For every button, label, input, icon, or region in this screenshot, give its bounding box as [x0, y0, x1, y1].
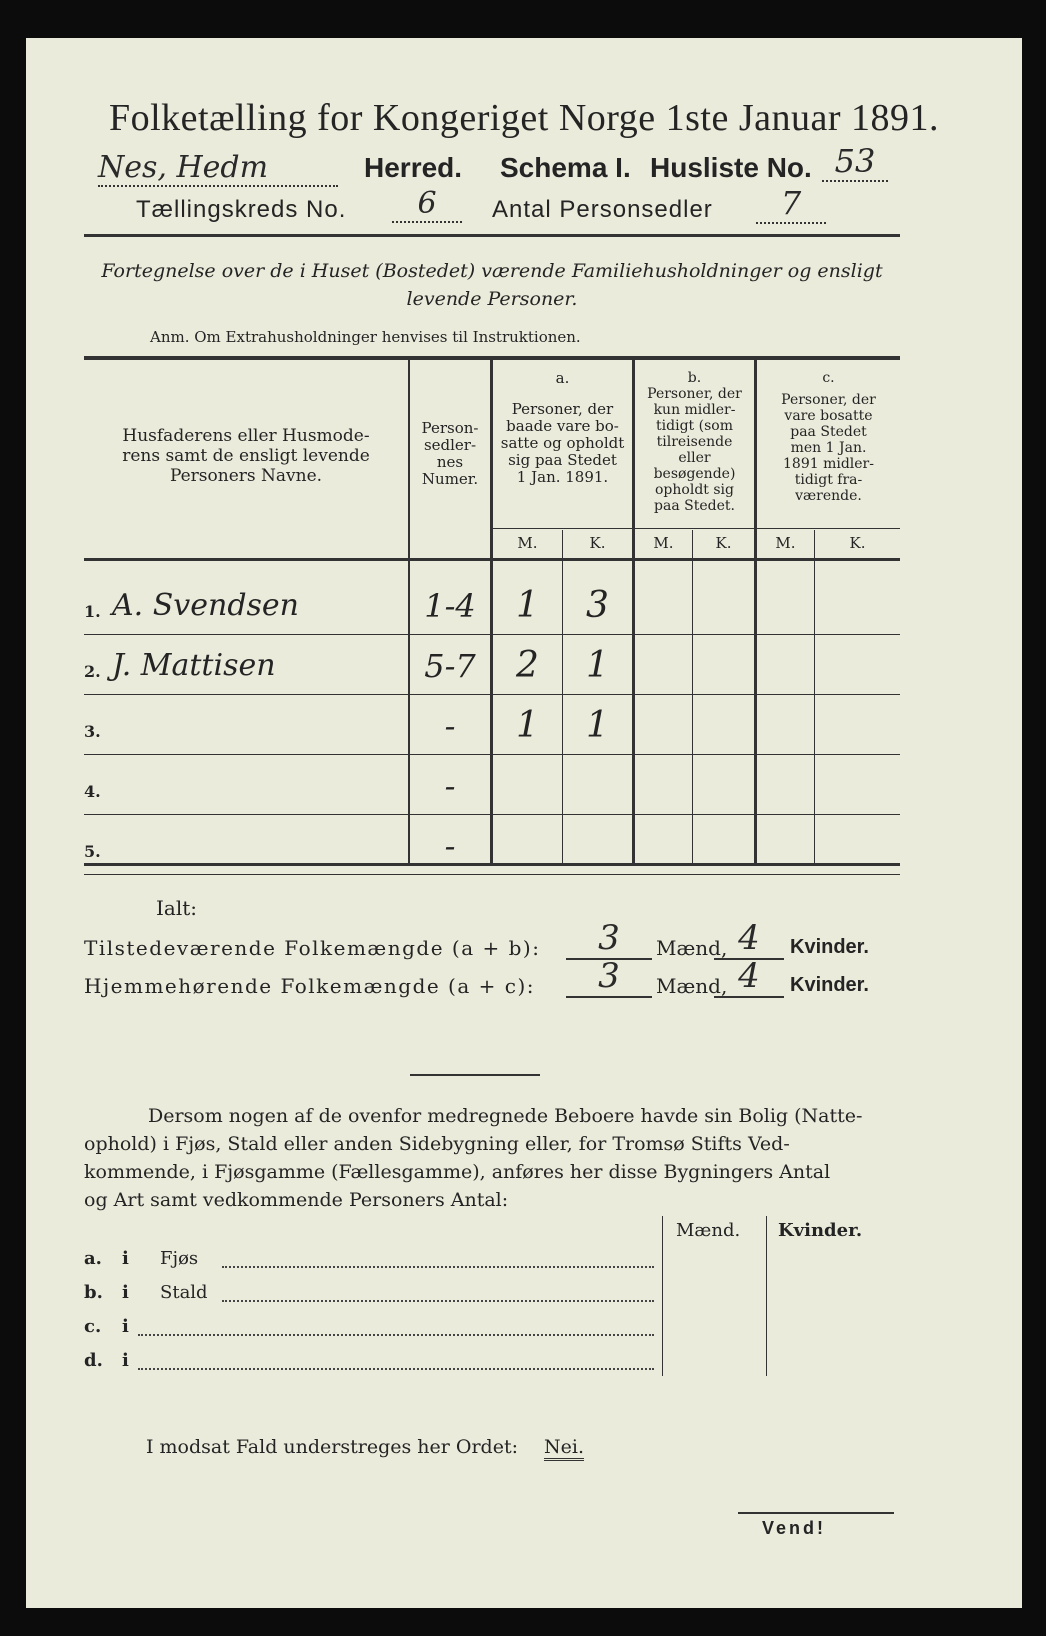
col-b-line: besøgende): [653, 466, 736, 482]
col-b-line: opholdt sig: [655, 482, 734, 498]
row-cell-cM: [757, 696, 814, 756]
building-row-dots: [138, 1334, 654, 1336]
col-num-line: sedler-: [423, 436, 477, 454]
row-cell-cK: [815, 756, 900, 816]
tilstede-kvinder: 4: [714, 918, 784, 960]
col-num-line: nes: [436, 453, 464, 471]
row-cell-bM: [635, 636, 692, 696]
row-name: [106, 756, 408, 816]
form-title: Folketælling for Kongeriget Norge 1ste Januar 1891.: [108, 97, 940, 139]
c-m-label: M.: [775, 534, 796, 552]
row-name: J. Mattisen: [112, 648, 276, 683]
hjemme-kvinder-label: Kvinder.: [790, 974, 869, 996]
buildings-vline-2: [766, 1216, 767, 1376]
row-cell-cK: [815, 816, 900, 876]
herred-value: Nes, Hedm: [98, 150, 338, 187]
row-cell-bK: [693, 816, 754, 876]
kvinder-head: Kvinder.: [778, 1220, 863, 1241]
nei-word: Nei.: [544, 1436, 584, 1461]
col-name-line: Husfaderens eller Husmode-: [122, 426, 370, 446]
para-line: ophold) i Fjøs, Stald eller anden Sidebygning eller, for Tromsø Stifts Ved-: [84, 1133, 790, 1155]
building-row-label: Fjøs: [160, 1248, 199, 1269]
col-a-line: 1 Jan. 1891.: [516, 468, 609, 486]
nei-text: I modsat Fald understreges her Ordet:: [146, 1436, 518, 1458]
col-a-line: Personer, der: [511, 400, 614, 418]
subtitle-line1: Fortegnelse over de i Huset (Bostedet) værende Familiehusholdninger og ensligt: [101, 260, 883, 282]
col-a-line: sig paa Stedet: [508, 451, 617, 469]
tilstede-maend: 3: [566, 918, 652, 960]
building-row-i: i: [122, 1282, 129, 1303]
herred-label: Herred.: [364, 152, 463, 183]
tilstede-label: Tilstedeværende Folkemængde (a + b):: [84, 936, 541, 960]
husliste-value: 53: [822, 142, 888, 182]
col-c-line: men 1 Jan.: [790, 440, 867, 456]
building-row-dots: [138, 1368, 654, 1370]
personsedler-value: 7: [756, 184, 826, 224]
col-name-line: Personers Navne.: [169, 466, 323, 486]
row-cell-bM: [635, 576, 692, 636]
col-c-line: tidigt fra-: [794, 472, 863, 488]
col-c-line: værende.: [795, 488, 862, 504]
col-c-line: paa Stedet: [790, 424, 867, 440]
row-cell-aK: 1: [586, 705, 609, 746]
building-row-letter: c.: [84, 1316, 102, 1337]
building-row-i: i: [122, 1316, 129, 1337]
a-m-label: M.: [517, 534, 538, 552]
col-c-line: Personer, der: [781, 392, 876, 408]
row-cell-cM: [757, 636, 814, 696]
row-cell-cM: [757, 576, 814, 636]
row-sedler: 5-7: [424, 647, 476, 685]
row-name: [106, 816, 408, 876]
row-cell-bK: [693, 756, 754, 816]
census-form: [26, 38, 1022, 1608]
anm-note: Anm. Om Extrahusholdninger henvises til Instruktionen.: [150, 328, 581, 346]
col-c-line: vare bosatte: [784, 408, 873, 424]
row-name: A. Svendsen: [112, 588, 299, 623]
row-sedler: 1-4: [424, 587, 476, 625]
row-cell-cM: [757, 816, 814, 876]
row-sedler: -: [444, 827, 456, 865]
col-c-line: 1891 midler-: [783, 456, 874, 472]
col-b-line: kun midler-: [653, 402, 736, 418]
row-cell-aK: 3: [586, 585, 609, 626]
vend-label: Vend!: [762, 1518, 827, 1538]
row-number: 3.: [84, 722, 101, 741]
schema-label: Schema I.: [500, 152, 631, 183]
building-row-letter: b.: [84, 1282, 103, 1303]
row-cell-aM: 1: [516, 705, 539, 746]
col-b-line: Personer, der: [647, 386, 742, 402]
tilstede-maend-label: Mænd,: [656, 936, 728, 960]
row-sedler: -: [444, 767, 456, 805]
personsedler-label: Antal Personsedler: [492, 196, 713, 223]
col-a-line: satte og opholdt: [500, 434, 625, 452]
row-cell-cM: [757, 756, 814, 816]
separator-rule: [410, 1074, 540, 1076]
col-b-line: tilreisende: [656, 434, 733, 450]
building-row-i: i: [122, 1350, 129, 1371]
building-row-letter: a.: [84, 1248, 102, 1269]
hjemme-maend: 3: [566, 956, 652, 998]
building-row-letter: d.: [84, 1350, 103, 1371]
row-cell-cK: [815, 696, 900, 756]
footer-rule: [738, 1512, 894, 1514]
buildings-vline-1: [662, 1216, 663, 1376]
hjemme-label: Hjemmehørende Folkemængde (a + c):: [84, 974, 535, 998]
row-cell-bK: [693, 696, 754, 756]
para-line: Dersom nogen af de ovenfor medregnede Beboere havde sin Bolig (Natte-: [148, 1105, 863, 1127]
row-cell-cK: [815, 576, 900, 636]
hjemme-kvinder: 4: [714, 956, 784, 998]
b-m-label: M.: [653, 534, 674, 552]
mk-header-rule: [490, 528, 900, 529]
building-row-i: i: [122, 1248, 129, 1269]
row-cell-aM: 1: [516, 585, 539, 626]
c-k-label: K.: [849, 534, 866, 552]
col-b-line: paa Stedet.: [654, 498, 735, 514]
row-cell-bM: [635, 756, 692, 816]
col-b-line: tidigt (som: [656, 418, 733, 434]
row-cell-aM: 2: [516, 645, 539, 686]
col-a-line: baade vare bo-: [506, 417, 619, 435]
row-cell-aK: [563, 756, 632, 816]
col-num-header: [410, 420, 490, 488]
row-cell-bK: [693, 636, 754, 696]
tilstede-kvinder-label: Kvinder.: [790, 936, 869, 958]
row-cell-bM: [635, 696, 692, 756]
row-cell-cK: [815, 636, 900, 696]
col-a-letter: a.: [555, 369, 570, 387]
row-cell-aK: [563, 816, 632, 876]
col-c-letter: c.: [822, 370, 835, 386]
row-number: 1.: [84, 602, 101, 621]
row-number: 4.: [84, 782, 101, 801]
col-a-header: [493, 370, 632, 486]
building-row-dots: [222, 1300, 654, 1302]
row-number: 2.: [84, 662, 101, 681]
kreds-value: 6: [392, 186, 462, 223]
row-cell-aM: [493, 816, 562, 876]
col-name-line: rens samt de ensligt levende: [122, 446, 370, 466]
col-num-line: Numer.: [421, 470, 479, 488]
col-b-line: eller: [678, 450, 711, 466]
kreds-label: Tællingskreds No.: [136, 196, 347, 223]
a-k-label: K.: [589, 534, 606, 552]
col-name-header: [86, 426, 406, 486]
row-cell-bK: [693, 576, 754, 636]
row-sedler: -: [444, 707, 456, 745]
hjemme-maend-label: Mænd,: [656, 974, 728, 998]
col-b-header: [635, 370, 754, 514]
ialt-label: Ialt:: [156, 896, 197, 920]
building-row-label: Stald: [160, 1282, 208, 1303]
husliste-label: Husliste No.: [650, 152, 812, 183]
buildings-paragraph: [84, 1102, 900, 1214]
building-row-dots: [222, 1266, 654, 1268]
row-name: [106, 696, 408, 756]
row-number: 5.: [84, 842, 101, 861]
header-rule: [84, 234, 900, 237]
para-line: kommende, i Fjøsgamme (Fællesgamme), anføres her disse Bygningers Antal: [84, 1161, 831, 1183]
col-num-line: Person-: [421, 419, 479, 437]
b-k-label: K.: [715, 534, 732, 552]
para-line: og Art samt vedkommende Personers Antal:: [84, 1189, 509, 1211]
row-cell-aM: [493, 756, 562, 816]
maend-head: Mænd.: [676, 1220, 741, 1241]
row-cell-aK: 1: [586, 645, 609, 686]
col-b-letter: b.: [687, 370, 702, 386]
row-cell-bM: [635, 816, 692, 876]
col-c-header: [757, 370, 900, 504]
subtitle-line2: levende Personer.: [406, 288, 578, 310]
